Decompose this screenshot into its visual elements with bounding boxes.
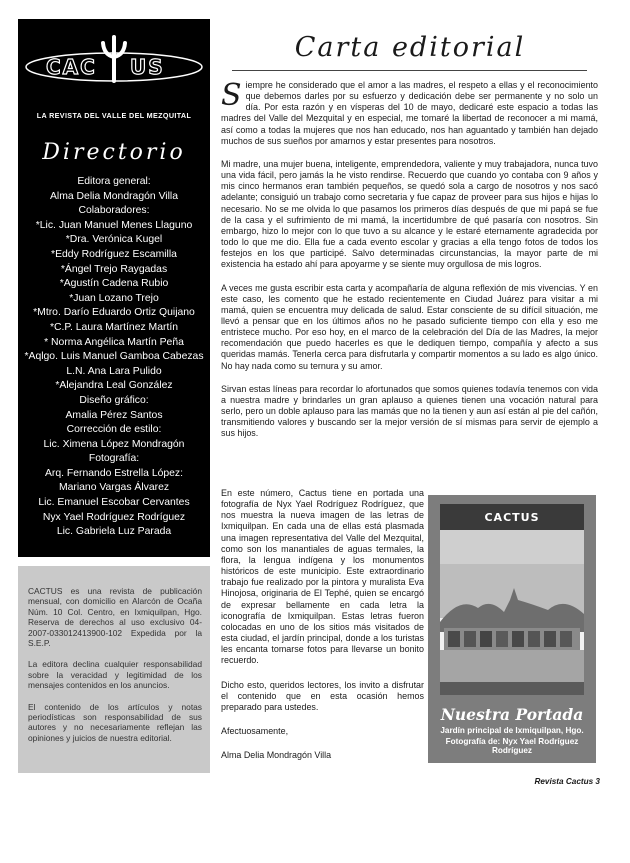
directory-line: Lic. Gabriela Luz Parada: [56, 526, 172, 538]
directory-line: *Eddy Rodríguez Escamilla: [51, 248, 177, 260]
editorial-title: Carta editorial: [294, 32, 526, 63]
title-divider: [232, 70, 587, 71]
directory-line: Lic. Ximena López Mondragón: [43, 438, 185, 450]
page-footer: Revista Cactus 3: [534, 777, 600, 786]
cover-title: Nuestra Portada: [440, 705, 584, 724]
editorial-paragraph: Sirvan estas líneas para recordar lo afortunados que somos quienes todavía tenemos con vida a nuestra madre y brindarles un gran aplauso a quienes tienen una vocación natural para serlo, pero un doble aplauso para las mamás que no la tienen y aun así están al pie del cañón, transmitiendo valores y buscando ser la mejor versión de sí mismas para servir de ejemplo a sus hijos.: [221, 383, 598, 439]
directory-line: *Lic. Juan Manuel Menes Llaguno: [35, 219, 193, 231]
directory-line: L.N. Ana Lara Pulido: [66, 365, 162, 377]
directory-line: *Aqlgo. Luis Manuel Gamboa Cabezas: [24, 351, 204, 363]
directory-line: Mariano Vargas Álvarez: [58, 482, 170, 494]
cactus-logo: [18, 33, 210, 85]
directory-line: Alma Delia Mondragón Villa: [49, 190, 179, 202]
svg-text:US: US: [130, 55, 165, 79]
editorial-paragraph: En este número, Cactus tiene en portada una fotografía de Nyx Yael Rodríguez Rodríguez, que nos muestra la nueva imagen de las letras de Ixmiquilpan. En cada una de ellas está plasmada una imagen representativa del Valle del Mezquital, como son los manantiales de aguas termales, la flora, la lengua indígena y los monumentos históricos de este municipio. Este extraordinario trabajo fue realizado por la pintora y muralista Eva Hinojosa, originaria de El Tephé, quien se encargó de expresar bellamente en cada letra la iconografía de Ixmiquilpan. Estas letras fueron colocadas en uno de los sitios más visitados de esta ciudad, el jardín principal, donde a los turistas les encanta tomarse fotos para llevarse un bonito recuerdo.: [221, 488, 424, 666]
editorial-body-lower: [221, 488, 424, 774]
cover-panel: [428, 495, 596, 763]
directory-line: Amalia Pérez Santos: [65, 409, 163, 421]
legal-paragraph: La editora declina cualquier responsabilidad sobre la veracidad y legitimidad de los mensajes contenidos en los anuncios.: [28, 659, 202, 691]
directory-list: [18, 175, 210, 540]
directory-line: Nyx Yael Rodríguez Rodríguez: [42, 511, 186, 523]
signature: Alma Delia Mondragón Villa: [221, 750, 332, 761]
directory-line: *Ángel Trejo Raygadas: [60, 263, 168, 275]
closing-line: Afectuosamente,: [221, 725, 289, 736]
magazine-subtitle: LA REVISTA DEL VALLE DEL MEZQUITAL: [36, 111, 192, 120]
directory-line: Colaboradores:: [78, 205, 150, 217]
directory-line: *C.P. Laura Martínez Martín: [49, 321, 178, 333]
directory-line: *Alejandra Leal González: [55, 380, 173, 392]
directory-line: Editora general:: [77, 176, 151, 187]
cover-caption: Jardín principal de Ixmiquilpan, Hgo.: [440, 726, 584, 735]
directory-line: Lic. Emanuel Escobar Cervantes: [38, 497, 190, 509]
editorial-paragraph: A veces me gusta escribir esta carta y acompañaría de alguna reflexión de mis vivencias. Y en este caso, les comento que he estado recientemente en Ciudad Juárez para visitar a mi mamá, quien se encuentra muy delicada de salud. Estar consciente de su difícil situación, me llevó a pensar que en los últimos años no he pasado suficiente tiempo con ella y eso me entristece mucho. Por eso hoy, en el marco de la celebración del Día de las Madres, la mejor recomendación que puedo hacerles es que le dediquen tiempo, compañía y afecto a sus queridas mamás. Tenerla cerca para disfrutarla y compartir momentos a su lado es algo único. No hay nada como su ternura y su amor.: [221, 282, 598, 371]
directory-line: Fotografía:: [88, 453, 140, 465]
directory-line: *Juan Lozano Trejo: [69, 292, 159, 304]
cover-credit: Fotografía de: Nyx Yael Rodríguez Rodríguez: [445, 737, 579, 755]
directory-line: *Mtro. Darío Eduardo Ortiz Quijano: [33, 307, 195, 319]
directory-line: Arq. Fernando Estrella López:: [44, 467, 184, 479]
directory-line: *Agustín Cadena Rubio: [59, 278, 169, 290]
editorial-body: [221, 80, 598, 452]
editorial-paragraph: Dicho esto, queridos lectores, los invito a disfrutar el contenido que en esta ocasión hemos preparado para ustedes.: [221, 679, 424, 712]
editorial-paragraph: Mi madre, una mujer buena, inteligente, emprendedora, valiente y muy trabajadora, nunca tuvo una vida fácil, pero jamás la he visto rendirse. Recuerdo que cuando yo contaba con 9 años y mis cinco hermanos eran también pequeños, se quedó sola a cargo de nosotros y nos sacó adelante; consiguió un trabajo como secretaria y fue capaz de proveer para sus hijos e hijas lo necesario. No se me olvida lo que pasamos los primeros días después de que mi papá se fue de la casa y el sufrimiento de mi mamá, la incertidumbre de qué pasaría con nosotros. Sin embargo, hizo lo mejor con lo que tuvo a su alcance y le estaré eternamente agradecida por todo lo que me dio. Ella fue a cada evento escolar y gracias a ella tengo fotos de todos los festejos en los que participé. Salvo determinadas circunstancias, la mayor parte de mi existencia ha estado ahí para apoyarme y se siente muy orgullosa de mis logros.: [221, 158, 598, 270]
directory-line: * Norma Angélica Martín Peña: [44, 336, 184, 348]
directory-line: Corrección de estilo:: [66, 424, 162, 436]
svg-text:CACTUS: CACTUS: [484, 511, 540, 524]
directory-line: *Dra. Verónica Kugel: [65, 234, 163, 246]
legal-paragraph: El contenido de los artículos y notas periodísticas son responsabilidad de sus autores y no necesariamente reflejan las opiniones y juicios de nuestra editorial.: [28, 701, 202, 743]
directory-title: Directorio: [42, 140, 186, 165]
legal-paragraph: CACTUS es una revista de publicación mensual, con domicilio en Alarcón de Ocaña Núm. 10 Col. Centro, en Ixmiquilpan, Hgo. Reserva de derechos al uso exclusivo 04-2007-033012413900-102 Expedida por la S.E.P.: [28, 586, 202, 649]
editorial-paragraph: Siempre he considerado que el amor a las madres, el respeto a ellas y el reconocimiento que debemos darles por su esfuerzo y dedicación debe ser permanente y no solo un día. Por esta razón y en vísperas del 10 de mayo, dedicaré este espacio a todas las madres del Valle del Mezquital y en especial, me tomaré la libertad de reconocer a mi mamá, así como a todas la mujeres que nos han educado, nos han aguantado y también han dejado muchos de sus sueños por amarnos y estar presentes para nosotros.: [221, 78, 598, 146]
directory-line: Diseño gráfico:: [79, 394, 149, 406]
cover-image: [440, 504, 584, 695]
drop-cap: S: [221, 78, 242, 113]
publication-info-box: [18, 566, 210, 773]
directory-sidebar: [18, 19, 210, 557]
svg-text:CAC: CAC: [46, 55, 97, 79]
